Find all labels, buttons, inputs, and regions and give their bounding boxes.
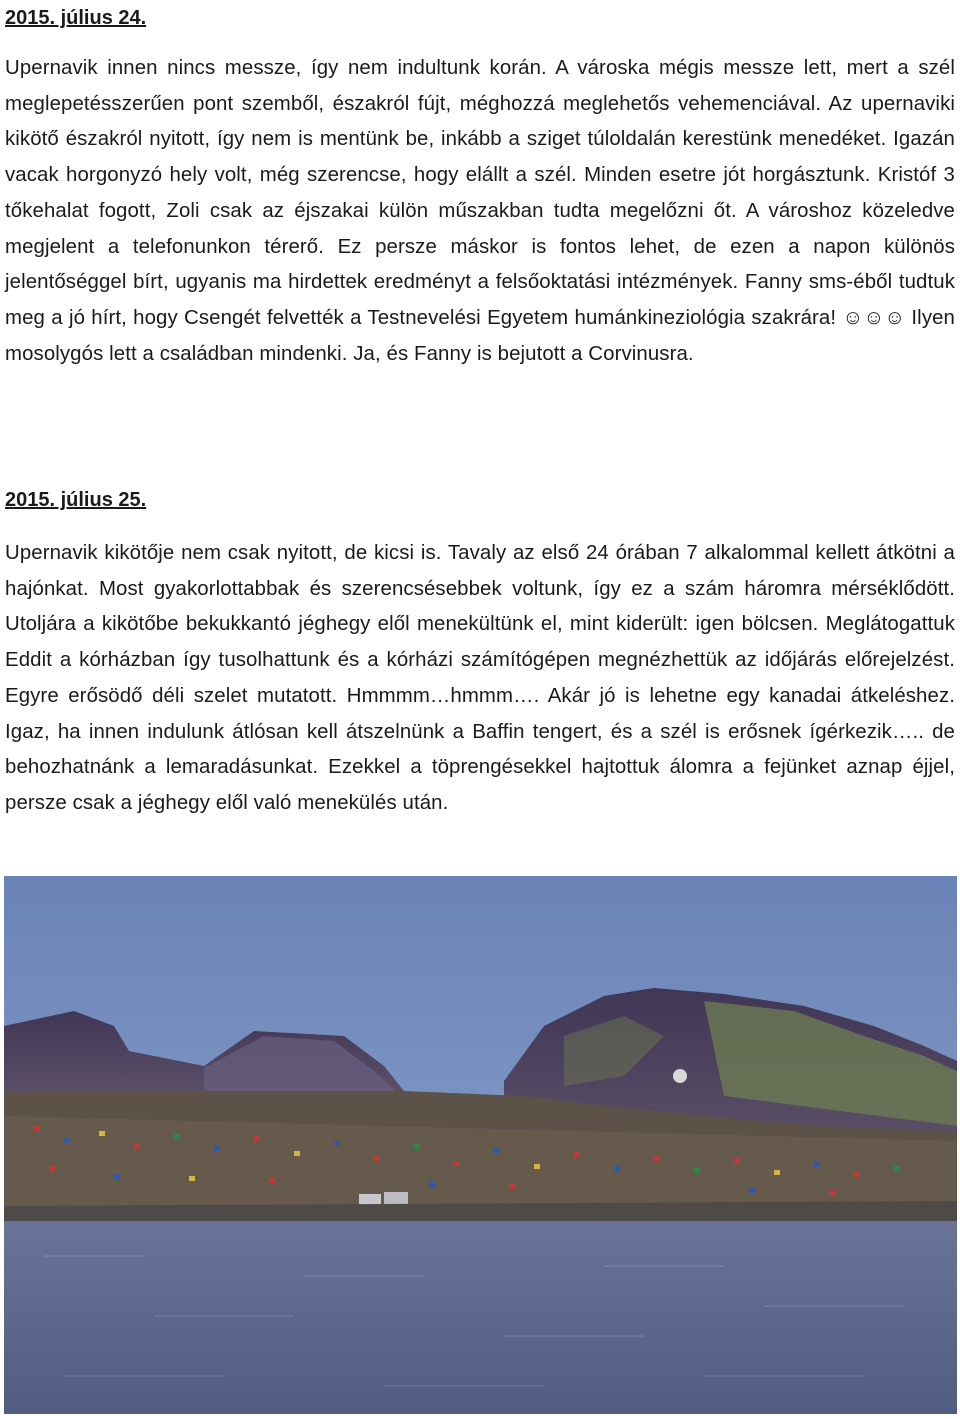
entry-date-heading: 2015. július 24. xyxy=(5,7,147,29)
entry-paragraph: Upernavik kikötője nem csak nyitott, de kicsi is. Tavaly az első 24 órában 7 alkalommal kellett átkötni a hajónkat. Most gyakorlottabbak és szerencsésebbek voltunk, így ez a szám háromra mérséklődött. Utoljára a kikötőbe bekukkantó jéghegy elől menekültünk el, mint kiderült: igen bölcsen. Meglátogattuk Eddit a kórházban így tusolhattunk és a kórházi számítógépen megnézhettük az időjárás előrejelzést. Egyre erősödő déli szelet mutatott. Hmmmm…hmmm…. Akár jó is lehetne egy kanadai átkeléshez. Igaz, ha innen indulunk átlósan kell átszelnünk a Baffin tengert, és a szél is erősnek ígérkezik….. de behozhatnánk a lemaradásunkat. Ezekkel a töprengésekkel hajtottuk álomra a fejünket aznap éjjel, persze csak a jéghegy elől való menekülés után. xyxy=(5,542,955,814)
upernavik-harbor-photo xyxy=(4,876,957,1414)
harbor-photo-illustration xyxy=(4,876,957,1414)
radar-dome xyxy=(673,1069,687,1083)
entry-paragraph: Upernavik innen nincs messze, így nem indultunk korán. A városka mégis messze lett, mert a szél meglepetésszerűen pont szemből, északról fújt, méghozzá meglehetős vehemenciával. Az upernaviki kikötő északról nyitott, így nem is mentünk be, inkább a sziget túloldalán kerestünk menedéket. Igazán vacak horgonyzó hely volt, még szerencse, hogy elállt a szél. Minden esetre jót horgásztunk. Kristóf 3 tőkehalat fogott, Zoli csak az éjszakai külön műszakban tudta megelőzni őt. A városhoz közeledve megjelent a telefonunkon térerő. Ez persze máskor is fontos lehet, de ezen a napon különös jelentőséggel bírt, ugyanis ma hirdettek eredményt a felsőoktatási intézmények. Fanny sms-éből tudtuk meg a jó hírt, hogy Csengét felvették a Testnevelési Egyetem humánkineziológia szakrára! ☺☺☺ Ilyen mosolygós lett a családban mindenki. Ja, és Fanny is bejutott a Corvinusra. xyxy=(5,57,955,365)
sea-water xyxy=(4,1221,957,1414)
entry-date-heading: 2015. július 25. xyxy=(5,489,147,511)
